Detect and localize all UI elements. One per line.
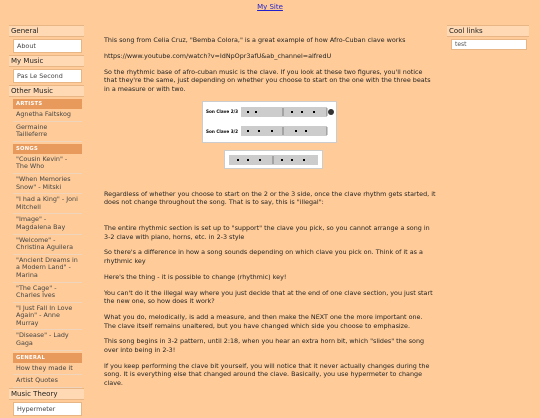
cool-links-title: Cool links — [447, 25, 529, 37]
sidebar-artists-heading: ARTISTS — [13, 99, 82, 109]
cool-link-test[interactable]: test — [451, 39, 527, 50]
paragraph-intro: This song from Celia Cruz, "Bemba Colora," is a great example of how Afro-Cuban clave works — [104, 36, 406, 44]
sidebar-item-hypermeter[interactable]: Hypermeter — [13, 402, 82, 416]
sidebar-item-song[interactable]: "The Cage" - Charles Ives — [13, 283, 82, 303]
paragraph-change-key: Here's the thing - it is possible to change (rhythmic) key! — [104, 272, 287, 281]
sidebar-item-artist[interactable]: Agnetha Faltskog — [13, 109, 82, 122]
sidebar-item-song[interactable]: "Welcome" - Christina Aguilera — [13, 235, 82, 255]
youtube-url: https://www.youtube.com/watch?v=IdNpOpr3afU&ab_channel=alfredU — [104, 51, 332, 60]
sidebar-item-song[interactable]: "I had a King" - Joni Mitchell — [13, 194, 82, 214]
paragraph-add-measure: What you do, melodically, is add a measure, and then make the NEXT one the more important one. The clave itself remains unaltered, but you have changed which side you choose to emphasize. — [104, 313, 423, 330]
paragraph-rhythmic-key: So there's a difference in how a song sounds depending on which clave you pick on. Think of it as a rhythmic key — [104, 248, 423, 266]
paragraph-song-begins: This song begins in 3-2 pattern, until 2:18, when you hear an extra horn bit, which "slides" the song over into being in 2-3! — [104, 337, 425, 354]
sidebar-item-pas-le-second[interactable]: Pas Le Second — [13, 69, 82, 83]
main-content — [104, 36, 436, 395]
notation-label-3-2: Son Clave 3/2 — [206, 128, 239, 134]
site-header — [0, 3, 540, 11]
sidebar-item-song[interactable]: "When Memories Snow" - Mitski — [13, 174, 82, 194]
notation-label-2-3: Son Clave 2/3 — [206, 108, 239, 114]
sidebar-songs-heading: SONGS — [13, 144, 82, 154]
right-sidebar — [447, 25, 529, 50]
sidebar-item-song[interactable]: "I Just Fall In Love Again" - Anne Murray — [13, 303, 82, 331]
left-sidebar — [9, 25, 84, 418]
paragraph-rhythm-section: The entire rhythmic section is set up to "support" the clave you pick, so you cannot arrange a song in 3-2 clave with piano, horns, etc. in 2-3 style — [104, 224, 430, 241]
sidebar-item-song[interactable]: "Image" - Magdalena Bay — [13, 214, 82, 234]
sidebar-music-theory-title: Music Theory — [9, 388, 84, 400]
sidebar-item-artist[interactable]: Germaine Tailleferre — [13, 122, 82, 142]
sidebar-other-music-title: Other Music — [9, 85, 84, 97]
paragraph-clave-base: So the rhythmic base of afro-cuban music is the clave. If you look at these two figures, you'll notice that they're the same, just depending on whether you choose to start on the one with the three beats in a measure or with two. — [104, 67, 431, 93]
sidebar-general-heading: GENERAL — [13, 353, 82, 363]
sidebar-item-artist-quotes[interactable]: Artist Quotes — [13, 375, 82, 388]
sidebar-item-how-they-made-it[interactable]: How they made it — [13, 363, 82, 376]
paragraph-hypermeter: If you keep performing the clave bit yourself, you will notice that it never actually changes during the song. It is everything else that changed around the clave. Basically, you use hypermeter to change clave. — [104, 361, 430, 387]
sidebar-item-song[interactable]: "Cousin Kevin" - The Who — [13, 154, 82, 174]
sidebar-my-music-title: My Music — [9, 55, 84, 67]
paragraph-illegal-way: You can't do it the illegal way where you just decide that at the end of one clave section, you just start the new one, so how does it work? — [104, 288, 433, 306]
sidebar-item-song[interactable]: "Ancient Dreams in a Modern Land" - Marina — [13, 255, 82, 283]
illegal-clave-notation-image — [224, 150, 323, 169]
sidebar-item-song[interactable]: "Disease" - Lady Gaga — [13, 330, 82, 350]
my-site-link[interactable]: My Site — [257, 3, 283, 11]
sidebar-item-about[interactable]: About — [13, 39, 82, 53]
son-clave-notation-image — [202, 101, 337, 143]
sidebar-general-title: General — [9, 25, 84, 37]
paragraph-clave-unchanged: Regardless of whether you choose to start on the 2 or the 3 side, once the clave rhythm gets started, it does not change throughout the song. That is to say, this is "illegal": — [104, 189, 436, 207]
